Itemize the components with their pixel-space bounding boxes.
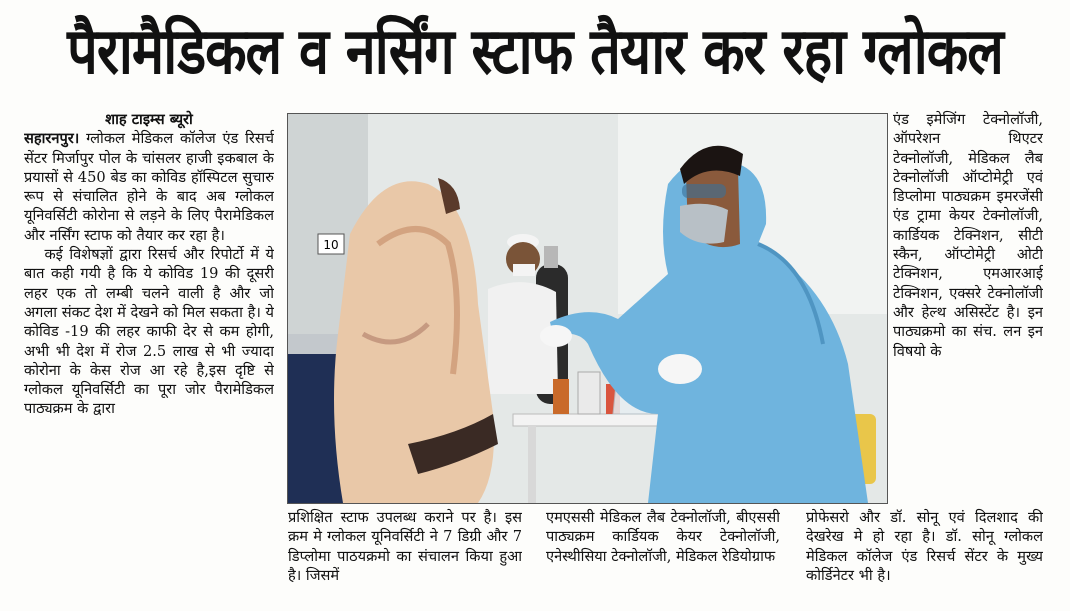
paragraph-1: ग्लोकल मेडिकल कॉलेज एंड रिसर्च सेंटर मिर्जापुर पोल के चांसलर हाजी इकबाल के प्रयासों से 450 बेड का कोविड हॉस्पिटल सुचारु रूप से संचालित होने के बाद अब ग्लोकल यूनिवर्सिटी कोरोना से लड़ने के लिए पैरामेडिकल और नर्सिंग स्टाफ को तैयार कर रहा है। [24,130,274,244]
article-column-1 [24,110,274,605]
article-column-3: एमएससी मेडिकल लैब टेक्नोलॉजी, बीएससी पाठ्यक्रम कार्डियक केयर टेक्नोलॉजी, एनेस्थीसिया टेक्नोलॉजी, मेडिकल रेडियोग्राफ [546,509,780,565]
article-column-right: एंड इमेजिंग टेक्नोलॉजी, ऑपरेशन थिएटर टेक्नोलॉजी, मेडिकल लैब टेक्नोलॉजी ऑप्टोमेट्री एवं डिप्लोमा पाठ्यक्रम इमरजेंसी एंड ट्रामा केयर टेक्नोलॉजी, कार्डियक टेक्निशन, सीटी स्कैन, ऑप्टोमेट्री ओटी टेक्निशन, एमआरआई टेक्निशन, एक्सरे टेक्नोलॉजी और हेल्थ असिस्टेंट है। इन पाठ्यक्रमो का संच. लन इन विषयो के [893,111,1043,360]
paragraph-2: कई विशेषज्ञों द्वारा रिसर्च और रिपोर्टो में ये बात कही गयी है कि ये कोविड 19 की दूसरी लहर एक तो लम्बी चलने वाली है और जो अगला संकट देश में देखने को मिल सकता है। ये कोविड -19 की लहर काफी देर से कम होगी, अभी भी देश में रोज 2.5 लाख से भी ज्यादा कोरोना के केस रोज आ रहे है,इस दृष्टि से ग्लोकल यूनिवर्सिटी का पूरा जोर पैरामेडिकल पाठ्यक्रम के द्वारा [24,246,274,418]
article-column-4: प्रोफेसरो और डॉ. सोनू एवं दिलशाद की देखरेख मे हो रहा है। डॉ. सोनू ग्लोकल मेडिकल कॉलेज एंड रिसर्च सेंटर के मुख्य कोर्डिनेटर भी है। [806,509,1043,584]
headline: पैरामैडिकल व नर्सिंग स्टाफ तैयार कर रहा ग्लोकल [67,14,1003,89]
byline-place: सहारनपुर। [24,130,80,148]
article-photo [287,113,888,504]
byline-agency: शाह टाइम्स ब्यूरो [105,111,193,128]
room-number: 10 [323,238,339,252]
article-column-2: प्रशिक्षित स्टाफ उपलब्ध कराने पर है। इस क्रम मे ग्लोकल यूनिवर्सिटी ने 7 डिग्री और 7 डिप्लोमा पाठयक्रमो का संचालन किया हुआ है। जिसमें [288,509,522,584]
